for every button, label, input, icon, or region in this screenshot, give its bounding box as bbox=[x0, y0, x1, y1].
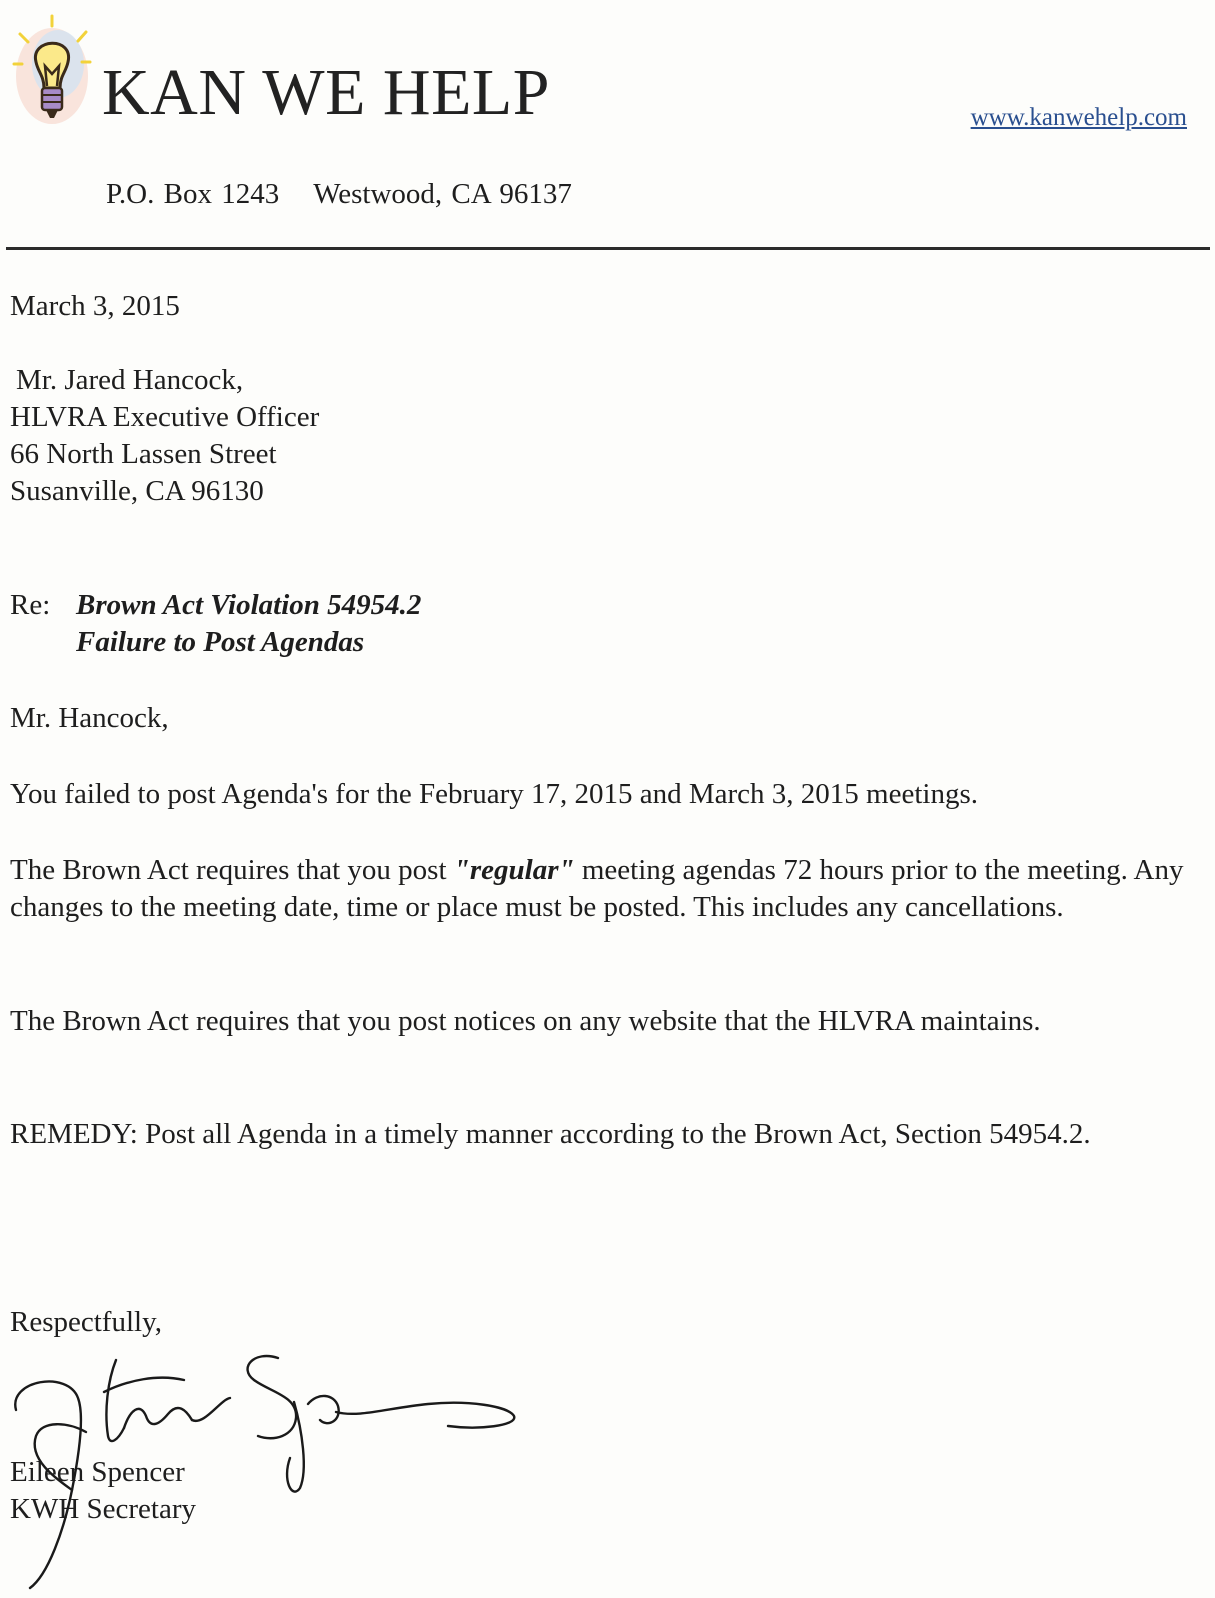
letterhead-address bbox=[106, 178, 572, 211]
lightbulb-icon bbox=[12, 14, 94, 132]
letter-date: March 3, 2015 bbox=[10, 290, 180, 322]
recipient-street: 66 North Lassen Street bbox=[10, 438, 277, 470]
subject-line-2: Failure to Post Agendas bbox=[76, 626, 365, 658]
signer-title: KWH Secretary bbox=[10, 1493, 196, 1525]
letterhead-divider bbox=[6, 247, 1210, 250]
body-paragraph-3: The Brown Act requires that you post notices on any website that the HLVRA maintains. bbox=[10, 1005, 1041, 1037]
p2-text-before: The Brown Act requires that you post bbox=[10, 854, 454, 886]
company-name: KAN WE HELP bbox=[102, 56, 550, 129]
closing: Respectfully, bbox=[10, 1306, 162, 1338]
subject-label: Re: bbox=[10, 589, 51, 621]
recipient-address bbox=[10, 362, 319, 510]
recipient-name: Mr. Jared Hancock, bbox=[16, 364, 244, 396]
signature-icon bbox=[8, 1340, 528, 1590]
city-state-zip: Westwood, CA 96137 bbox=[313, 178, 572, 210]
signer-name: Eileen Spencer bbox=[10, 1456, 185, 1488]
po-box: P.O. Box 1243 bbox=[106, 178, 280, 210]
subject-block bbox=[10, 587, 421, 661]
salutation: Mr. Hancock, bbox=[10, 702, 169, 734]
body-paragraph-2 bbox=[10, 852, 1200, 926]
p2-text-after: meeting agendas 72 hours prior to the meeting. Any changes to the meeting date, time or place must be posted. This includes any cancellations. bbox=[10, 854, 1184, 923]
body-paragraph-1: You failed to post Agenda's for the February 17, 2015 and March 3, 2015 meetings. bbox=[10, 778, 978, 810]
website-link[interactable]: www.kanwehelp.com bbox=[970, 104, 1187, 131]
recipient-city: Susanville, CA 96130 bbox=[10, 475, 264, 507]
recipient-title: HLVRA Executive Officer bbox=[10, 401, 320, 433]
p2-emphasis: "regular" bbox=[453, 854, 575, 886]
remedy-paragraph: REMEDY: Post all Agenda in a timely manner according to the Brown Act, Section 54954.2. bbox=[10, 1118, 1091, 1150]
subject-line-1: Brown Act Violation 54954.2 bbox=[76, 589, 422, 621]
